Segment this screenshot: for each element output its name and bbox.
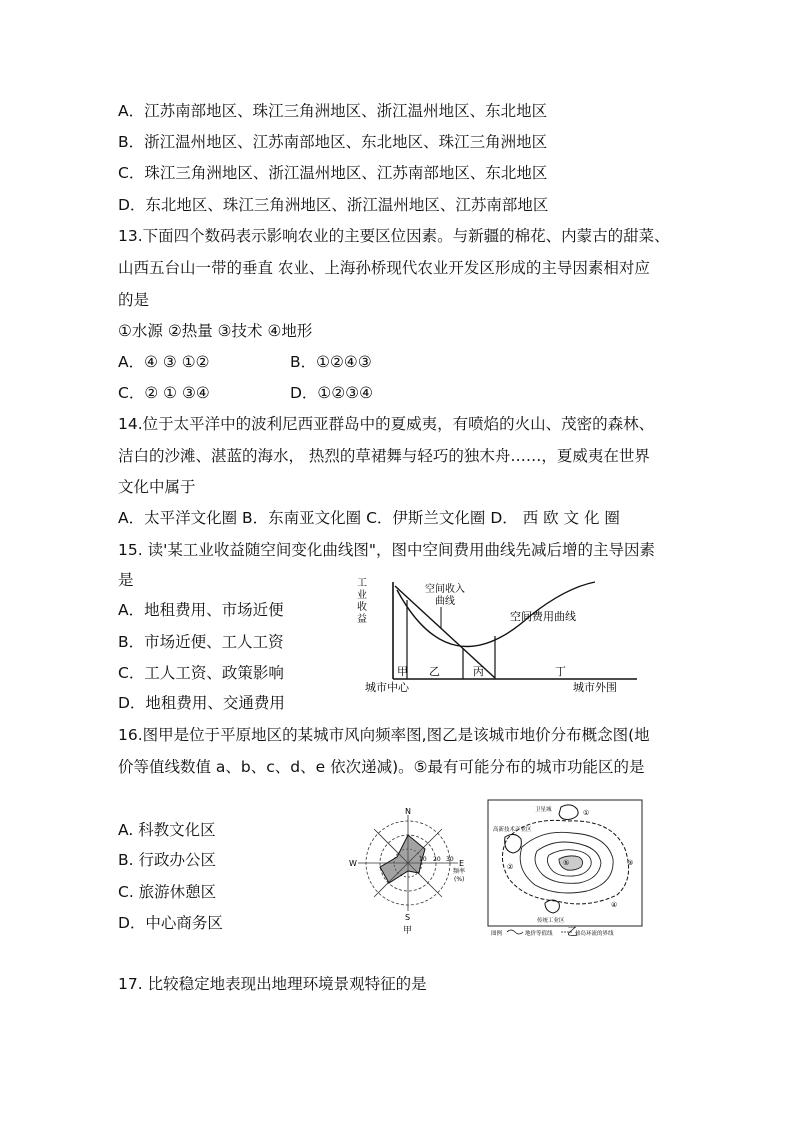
q16-mark-1: ① xyxy=(583,809,590,817)
q16-tick-20: 20 xyxy=(433,856,441,863)
q13-stem-line3: 的是 xyxy=(118,291,150,309)
q16-mark-2: ② xyxy=(507,863,514,871)
q15-ylabel-4: 益 xyxy=(357,614,367,625)
q16-satellite-label: 卫星城 xyxy=(535,807,552,813)
q15-cost-label: 空间费用曲线 xyxy=(510,610,576,623)
q13-option-a: A．④ ③ ①② xyxy=(118,353,210,371)
q16-option-b: B. 行政办公区 xyxy=(118,851,216,869)
q15-option-b: B．市场近便、工人工资 xyxy=(118,633,284,651)
q16-caption-yi: 乙 xyxy=(567,925,578,938)
q15-zone-ding: 丁 xyxy=(555,665,566,678)
q16-east-label: E xyxy=(459,859,465,868)
q16-caption-jia: 甲 xyxy=(403,926,413,935)
q15-x-right: 城市外围 xyxy=(573,681,617,694)
q16-stem-line1: 16.图甲是位于平原地区的某城市风向频率图,图乙是该城市地价分布概念图(地 xyxy=(118,726,650,744)
q14-stem-line2: 洁白的沙滩、湛蓝的海水， 热烈的草裙舞与轻巧的独木舟……，夏威夷在世界 xyxy=(118,447,650,465)
q16-land-price-figure xyxy=(487,799,643,939)
q16-unit-2: (%) xyxy=(454,876,465,883)
q16-traditional-label: 传统工业区 xyxy=(537,918,565,924)
q14-stem-line1: 14.位于太平洋中的波利尼西亚群岛中的夏威夷，有喷焰的火山、茂密的森林、 xyxy=(118,415,655,433)
q13-stem-line1: 13.下面四个数码表示影响农业的主要区位因素。与新疆的棉花、内蒙古的甜菜、 xyxy=(118,227,670,245)
q15-option-c: C．工人工资、政策影响 xyxy=(118,664,284,682)
q16-option-a: A. 科教文化区 xyxy=(118,821,216,839)
q13-option-b: B．①②④③ xyxy=(290,353,372,371)
q12-option-a: A．江苏南部地区、珠江三角洲地区、浙江温州地区、东北地区 xyxy=(118,102,548,120)
q16-south-label: S xyxy=(405,913,411,922)
q13-factors: ①水源 ②热量 ③技术 ④地形 xyxy=(118,322,313,340)
q15-zone-bing: 丙 xyxy=(473,665,484,678)
q13-option-c: C．② ① ③④ xyxy=(118,384,210,402)
q15-ylabel-3: 收 xyxy=(357,602,367,613)
q12-option-b: B．浙江温州地区、江苏南部地区、东北地区、珠江三角洲地区 xyxy=(118,133,548,151)
q16-unit-1: 频率 xyxy=(453,868,466,875)
q15-income-label-1: 空间收入 xyxy=(425,584,465,595)
q14-options: A．太平洋文化圈 B．东南亚文化圈 C．伊斯兰文化圈 D． 西 欧 文 化 圈 xyxy=(118,509,620,527)
q17-stem: 17. 比较稳定地表现出地理环境景观特征的是 xyxy=(118,975,427,993)
q16-north-label: N xyxy=(405,807,411,816)
q15-income-label-2: 曲线 xyxy=(435,596,455,607)
q15-option-a: A．地租费用、市场近便 xyxy=(118,601,284,619)
q16-west-label: W xyxy=(349,859,357,868)
q12-option-c: C．珠江三角洲地区、浙江温州地区、江苏南部地区、东北地区 xyxy=(118,164,548,182)
q15-ylabel-1: 工 xyxy=(357,578,367,589)
q15-option-d: D．地租费用、交通费用 xyxy=(118,694,285,712)
q15-stem-line1: 15. 读'某工业收益随空间变化曲线图"，图中空间费用曲线先减后增的主导因素 xyxy=(118,541,655,559)
q13-stem-line2: 山西五台山一带的垂直 农业、上海孙桥现代农业开发区形成的主导因素相对应 xyxy=(118,259,650,277)
q15-income-cost-figure xyxy=(355,576,640,694)
q15-zone-jia: 甲 xyxy=(397,665,408,678)
q16-hightech-label: 高新技术产业区 xyxy=(493,827,532,833)
q12-option-d: D．东北地区、珠江三角洲地区、浙江温州地区、江苏南部地区 xyxy=(118,196,549,214)
q16-mark-5: ⑤ xyxy=(563,859,570,867)
q16-mark-4: ④ xyxy=(611,901,618,909)
q16-option-d: D．中心商务区 xyxy=(118,914,223,932)
q15-x-left: 城市中心 xyxy=(365,681,409,694)
q16-legend-prefix: 图例 xyxy=(491,931,503,937)
q16-mark-3: ③ xyxy=(627,859,634,867)
q16-legend-contour-icon xyxy=(507,930,523,934)
q16-wind-rose-figure xyxy=(333,807,483,935)
q13-option-d: D．①②③④ xyxy=(290,384,374,402)
q16-option-c: C. 旅游休憩区 xyxy=(118,883,217,901)
q16-stem-line2: 价等值线数值 a、b、c、d、e 依次递减)。⑤最有可能分布的城市功能区的是 xyxy=(118,758,645,776)
q16-tick-30: 30 xyxy=(446,856,454,863)
q15-ylabel-2: 业 xyxy=(357,590,367,601)
q16-tick-10: 10 xyxy=(419,856,427,863)
q16-legend-contour: 地价等值线 xyxy=(525,931,553,937)
q16-legend-heat: 热岛环流的界线 xyxy=(575,931,614,937)
q14-stem-line3: 文化中属于 xyxy=(118,478,196,496)
q15-zone-yi: 乙 xyxy=(429,665,440,678)
q15-stem-line2: 是 xyxy=(118,571,134,589)
